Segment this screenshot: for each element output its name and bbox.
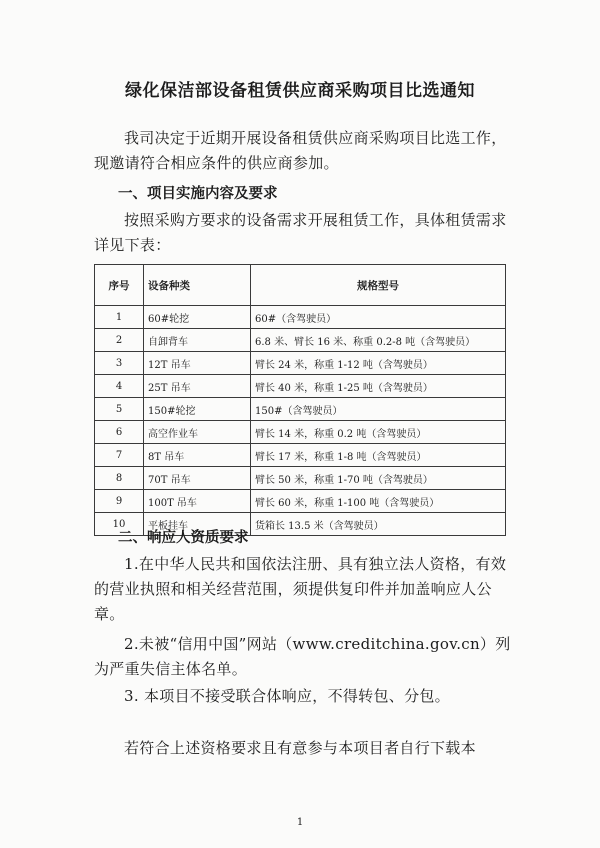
table-header-row — [95, 265, 506, 306]
requirement-1 — [94, 552, 514, 627]
requirement-3-text: 3. 本项目不接受联合体响应，不得转包、分包。 — [124, 687, 450, 705]
cell-no: 10 — [95, 513, 144, 536]
cell-type: 70T 吊车 — [144, 467, 251, 490]
table-row — [95, 306, 506, 329]
requirement-2 — [94, 632, 514, 682]
requirement-1-text: 1.在中华人民共和国依法注册、具有独立法人资格，有效的营业执照和相关经营范围，须提供复印件并加盖响应人公章。 — [94, 555, 507, 623]
header-type: 设备种类 — [144, 265, 251, 306]
table-row — [95, 421, 506, 444]
cell-type: 12T 吊车 — [144, 352, 251, 375]
cell-type: 高空作业车 — [144, 421, 251, 444]
intro-text: 我司决定于近期开展设备租赁供应商采购项目比选工作，现邀请符合相应条件的供应商参加。 — [94, 129, 507, 172]
cell-no: 8 — [95, 467, 144, 490]
section1-text: 按照采购方要求的设备需求开展租赁工作，具体租赁需求详见下表： — [94, 211, 507, 254]
cell-spec: 150#（含驾驶员） — [251, 398, 506, 421]
table-row — [95, 490, 506, 513]
cell-type: 自卸背车 — [144, 329, 251, 352]
header-spec: 规格型号 — [251, 265, 506, 306]
cell-spec: 臂长 14 米，称重 0.2 吨（含驾驶员） — [251, 421, 506, 444]
cell-type: 100T 吊车 — [144, 490, 251, 513]
cell-spec: 臂长 50 米，称重 1-70 吨（含驾驶员） — [251, 467, 506, 490]
cell-type: 8T 吊车 — [144, 444, 251, 467]
section1-heading: 一、项目实施内容及要求 — [118, 186, 278, 202]
cell-spec: 60#（含驾驶员） — [251, 306, 506, 329]
cell-no: 3 — [95, 352, 144, 375]
cell-spec: 货箱长 13.5 米（含驾驶员） — [251, 513, 506, 536]
table-row — [95, 375, 506, 398]
cell-no: 5 — [95, 398, 144, 421]
intro-paragraph — [94, 126, 514, 176]
cell-no: 9 — [95, 490, 144, 513]
table-row — [95, 329, 506, 352]
table-row — [95, 467, 506, 490]
requirement-3 — [94, 684, 514, 709]
table-row — [95, 398, 506, 421]
table-row — [95, 352, 506, 375]
cell-type: 150#轮挖 — [144, 398, 251, 421]
cell-no: 4 — [95, 375, 144, 398]
cell-type: 平板挂车 — [144, 513, 251, 536]
cell-type: 60#轮挖 — [144, 306, 251, 329]
section1-paragraph — [94, 208, 514, 258]
cell-spec: 6.8 米、臂长 16 米、称重 0.2-8 吨（含驾驶员） — [251, 329, 506, 352]
equipment-table — [94, 264, 506, 536]
header-no: 序号 — [95, 265, 144, 306]
cell-spec: 臂长 60 米，称重 1-100 吨（含驾驶员） — [251, 490, 506, 513]
section2-heading: 二、响应人资质要求 — [118, 530, 249, 546]
cell-spec: 臂长 40 米，称重 1-25 吨（含驾驶员） — [251, 375, 506, 398]
cell-no: 2 — [95, 329, 144, 352]
cell-type: 25T 吊车 — [144, 375, 251, 398]
document-title: 绿化保洁部设备租赁供应商采购项目比选通知 — [125, 81, 475, 101]
table-row — [95, 444, 506, 467]
cell-no: 1 — [95, 306, 144, 329]
closing-paragraph — [94, 736, 514, 761]
cell-spec: 臂长 17 米，称重 1-8 吨（含驾驶员） — [251, 444, 506, 467]
cell-no: 7 — [95, 444, 144, 467]
page-number: 1 — [296, 817, 304, 828]
closing-text: 若符合上述资格要求且有意参与本项目者自行下载本 — [124, 739, 476, 757]
requirement-2-text: 2.未被“信用中国”网站（www.creditchina.gov.cn）列为严重失信主体名单。 — [94, 635, 511, 678]
cell-spec: 臂长 24 米，称重 1-12 吨（含驾驶员） — [251, 352, 506, 375]
cell-no: 6 — [95, 421, 144, 444]
